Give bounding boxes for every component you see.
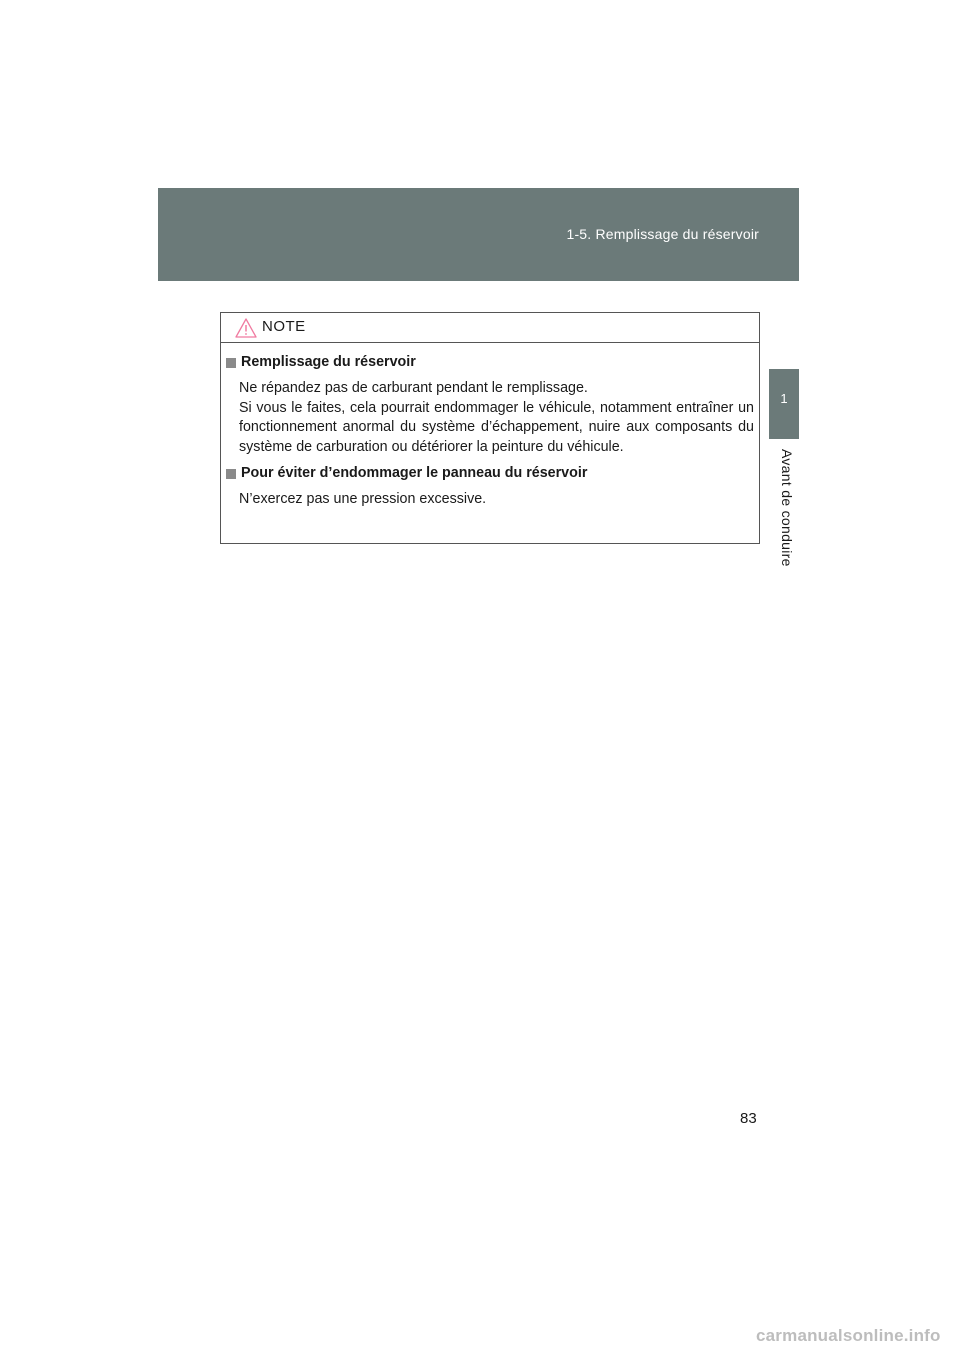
section-heading-text: Pour éviter d’endommager le panneau du réservoir (241, 464, 588, 481)
chapter-number: 1 (780, 391, 788, 406)
section-heading (226, 353, 754, 373)
watermark: carmanualsonline.info (756, 1326, 941, 1345)
section-text (226, 379, 754, 458)
note-box (220, 312, 760, 544)
note-title: NOTE (262, 318, 306, 335)
note-body (221, 343, 759, 510)
bullet-square-icon (226, 358, 236, 368)
paragraph: Si vous le faites, cela pourrait endommager le véhicule, notamment entraîner un fonctionnement anormal du système d’échappement, nuire aux composants du système de carburation ou détériorer la peinture du véhicule. (239, 399, 754, 456)
bullet-square-icon (226, 469, 236, 479)
chapter-label: Avant de conduire (779, 449, 795, 567)
section-title: 1-5. Remplissage du réservoir (566, 226, 759, 242)
warning-triangle-icon (235, 318, 257, 338)
section-text (226, 490, 754, 510)
header-band (158, 188, 799, 281)
section-heading-text: Remplissage du réservoir (241, 354, 416, 370)
note-header (221, 313, 759, 343)
paragraph: Ne répandez pas de carburant pendant le remplissage. (239, 379, 588, 396)
section-heading (226, 464, 754, 484)
chapter-tab (769, 369, 799, 439)
page-number: 83 (740, 1110, 757, 1127)
paragraph: N’exercez pas une pression excessive. (239, 490, 487, 507)
